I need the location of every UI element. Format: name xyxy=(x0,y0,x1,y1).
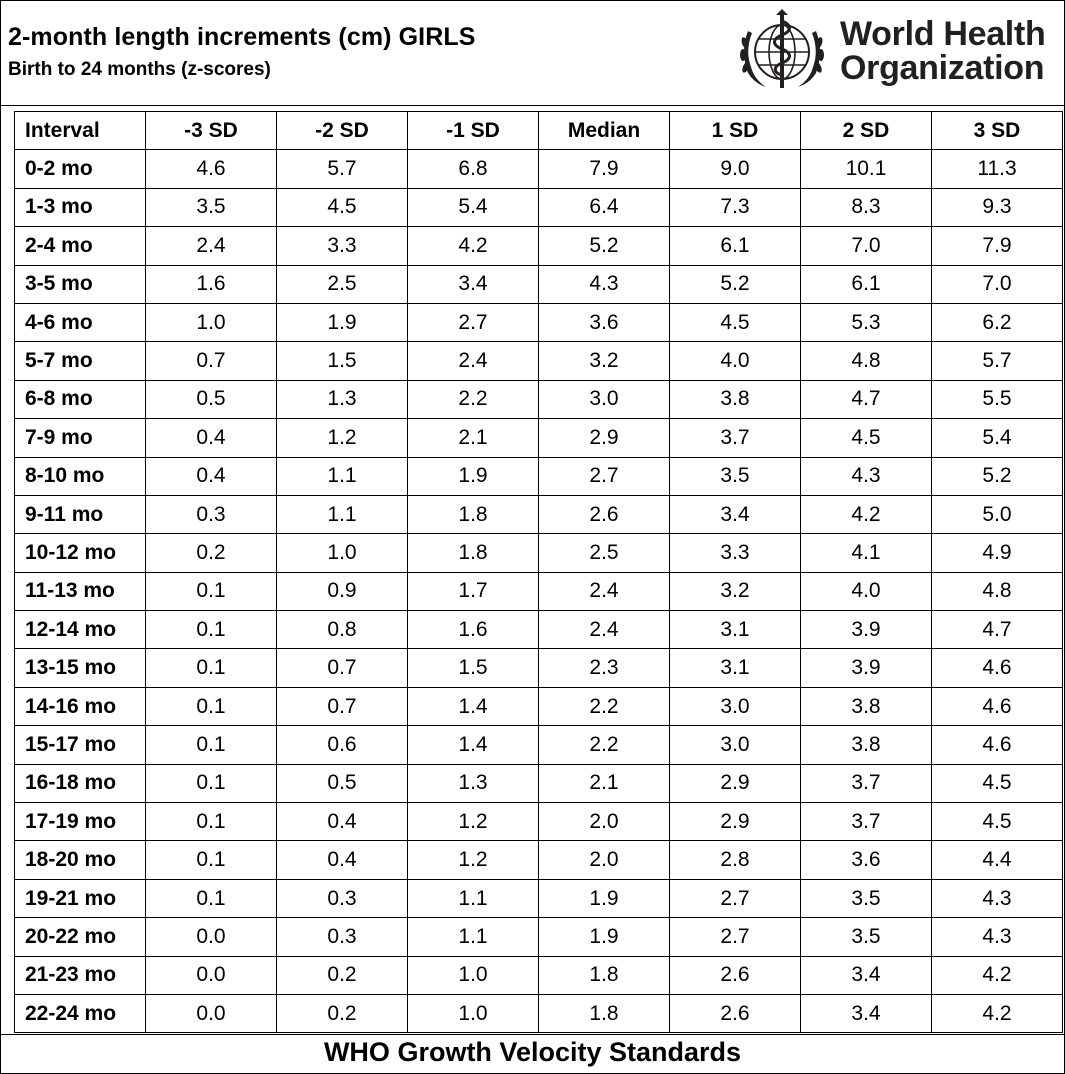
value-cell: 4.7 xyxy=(801,380,932,418)
value-cell: 10.1 xyxy=(801,150,932,188)
value-cell: 4.8 xyxy=(932,572,1063,610)
interval-cell: 11-13 mo xyxy=(15,572,146,610)
value-cell: 0.1 xyxy=(146,841,277,879)
table-row xyxy=(15,956,1063,994)
value-cell: 0.5 xyxy=(146,380,277,418)
value-cell: 2.1 xyxy=(539,764,670,802)
value-cell: 0.4 xyxy=(146,457,277,495)
value-cell: 1.3 xyxy=(277,380,408,418)
value-cell: 1.7 xyxy=(408,572,539,610)
value-cell: 4.5 xyxy=(932,803,1063,841)
value-cell: 0.0 xyxy=(146,994,277,1032)
value-cell: 1.3 xyxy=(408,764,539,802)
value-cell: 3.1 xyxy=(670,611,801,649)
table-header-row xyxy=(15,112,1063,150)
value-cell: 8.3 xyxy=(801,188,932,226)
value-cell: 2.7 xyxy=(539,457,670,495)
value-cell: 0.1 xyxy=(146,803,277,841)
value-cell: 0.4 xyxy=(277,803,408,841)
interval-cell: 6-8 mo xyxy=(15,380,146,418)
value-cell: 5.2 xyxy=(932,457,1063,495)
table-row xyxy=(15,457,1063,495)
value-cell: 2.9 xyxy=(539,419,670,457)
value-cell: 0.7 xyxy=(146,342,277,380)
value-cell: 0.1 xyxy=(146,649,277,687)
value-cell: 2.4 xyxy=(408,342,539,380)
value-cell: 4.6 xyxy=(932,649,1063,687)
page-subtitle: Birth to 24 months (z-scores) xyxy=(8,59,271,80)
table-row xyxy=(15,726,1063,764)
value-cell: 3.7 xyxy=(801,764,932,802)
value-cell: 4.2 xyxy=(932,956,1063,994)
value-cell: 3.3 xyxy=(277,227,408,265)
value-cell: 1.5 xyxy=(277,342,408,380)
value-cell: 1.9 xyxy=(539,879,670,917)
value-cell: 6.1 xyxy=(670,227,801,265)
interval-cell: 22-24 mo xyxy=(15,994,146,1032)
column-header: -2 SD xyxy=(277,112,408,150)
who-wordmark xyxy=(840,17,1045,85)
interval-cell: 4-6 mo xyxy=(15,303,146,341)
value-cell: 4.4 xyxy=(932,841,1063,879)
interval-cell: 8-10 mo xyxy=(15,457,146,495)
interval-cell: 0-2 mo xyxy=(15,150,146,188)
value-cell: 4.5 xyxy=(932,764,1063,802)
value-cell: 4.3 xyxy=(932,918,1063,956)
who-emblem-icon xyxy=(732,9,832,93)
value-cell: 0.4 xyxy=(277,841,408,879)
value-cell: 1.8 xyxy=(408,534,539,572)
value-cell: 2.6 xyxy=(539,495,670,533)
table-row xyxy=(15,265,1063,303)
value-cell: 0.1 xyxy=(146,687,277,725)
value-cell: 2.4 xyxy=(539,572,670,610)
value-cell: 4.2 xyxy=(801,495,932,533)
value-cell: 2.0 xyxy=(539,841,670,879)
value-cell: 0.9 xyxy=(277,572,408,610)
interval-cell: 5-7 mo xyxy=(15,342,146,380)
value-cell: 3.7 xyxy=(801,803,932,841)
value-cell: 3.0 xyxy=(539,380,670,418)
value-cell: 1.1 xyxy=(408,918,539,956)
value-cell: 1.0 xyxy=(146,303,277,341)
value-cell: 4.5 xyxy=(670,303,801,341)
value-cell: 2.0 xyxy=(539,803,670,841)
column-header: Median xyxy=(539,112,670,150)
value-cell: 6.8 xyxy=(408,150,539,188)
value-cell: 1.5 xyxy=(408,649,539,687)
value-cell: 2.9 xyxy=(670,764,801,802)
value-cell: 5.2 xyxy=(670,265,801,303)
value-cell: 7.0 xyxy=(932,265,1063,303)
table-row xyxy=(15,572,1063,610)
interval-cell: 15-17 mo xyxy=(15,726,146,764)
interval-cell: 1-3 mo xyxy=(15,188,146,226)
value-cell: 7.9 xyxy=(539,150,670,188)
value-cell: 4.1 xyxy=(801,534,932,572)
value-cell: 5.5 xyxy=(932,380,1063,418)
value-cell: 3.1 xyxy=(670,649,801,687)
value-cell: 1.0 xyxy=(408,994,539,1032)
value-cell: 1.0 xyxy=(408,956,539,994)
value-cell: 3.2 xyxy=(670,572,801,610)
table-row xyxy=(15,188,1063,226)
interval-cell: 18-20 mo xyxy=(15,841,146,879)
value-cell: 2.8 xyxy=(670,841,801,879)
interval-cell: 16-18 mo xyxy=(15,764,146,802)
value-cell: 11.3 xyxy=(932,150,1063,188)
value-cell: 2.7 xyxy=(670,918,801,956)
length-increment-table xyxy=(14,111,1063,1033)
value-cell: 2.2 xyxy=(539,726,670,764)
value-cell: 2.2 xyxy=(408,380,539,418)
table-row xyxy=(15,227,1063,265)
interval-cell: 17-19 mo xyxy=(15,803,146,841)
value-cell: 4.2 xyxy=(932,994,1063,1032)
table-row xyxy=(15,879,1063,917)
value-cell: 4.0 xyxy=(670,342,801,380)
value-cell: 2.2 xyxy=(539,687,670,725)
value-cell: 0.8 xyxy=(277,611,408,649)
value-cell: 0.2 xyxy=(277,994,408,1032)
value-cell: 3.5 xyxy=(801,879,932,917)
value-cell: 0.5 xyxy=(277,764,408,802)
value-cell: 3.4 xyxy=(801,994,932,1032)
value-cell: 2.7 xyxy=(408,303,539,341)
interval-cell: 19-21 mo xyxy=(15,879,146,917)
value-cell: 4.6 xyxy=(932,687,1063,725)
value-cell: 4.0 xyxy=(801,572,932,610)
value-cell: 2.6 xyxy=(670,994,801,1032)
column-header: 3 SD xyxy=(932,112,1063,150)
value-cell: 1.0 xyxy=(277,534,408,572)
value-cell: 0.1 xyxy=(146,726,277,764)
value-cell: 5.7 xyxy=(932,342,1063,380)
value-cell: 2.5 xyxy=(539,534,670,572)
value-cell: 4.6 xyxy=(146,150,277,188)
header xyxy=(1,1,1064,106)
interval-cell: 12-14 mo xyxy=(15,611,146,649)
value-cell: 3.5 xyxy=(146,188,277,226)
value-cell: 0.0 xyxy=(146,956,277,994)
interval-cell: 14-16 mo xyxy=(15,687,146,725)
interval-cell: 10-12 mo xyxy=(15,534,146,572)
value-cell: 5.2 xyxy=(539,227,670,265)
value-cell: 2.5 xyxy=(277,265,408,303)
value-cell: 5.3 xyxy=(801,303,932,341)
value-cell: 1.9 xyxy=(277,303,408,341)
value-cell: 0.2 xyxy=(277,956,408,994)
value-cell: 1.1 xyxy=(408,879,539,917)
value-cell: 0.1 xyxy=(146,879,277,917)
table-row xyxy=(15,918,1063,956)
table-row xyxy=(15,419,1063,457)
value-cell: 4.8 xyxy=(801,342,932,380)
value-cell: 4.2 xyxy=(408,227,539,265)
value-cell: 2.4 xyxy=(146,227,277,265)
value-cell: 3.0 xyxy=(670,687,801,725)
value-cell: 1.2 xyxy=(408,841,539,879)
value-cell: 0.2 xyxy=(146,534,277,572)
who-wordmark-line1: World Health xyxy=(840,15,1046,53)
value-cell: 3.8 xyxy=(801,726,932,764)
value-cell: 3.8 xyxy=(801,687,932,725)
value-cell: 1.2 xyxy=(408,803,539,841)
value-cell: 0.1 xyxy=(146,764,277,802)
value-cell: 0.4 xyxy=(146,419,277,457)
value-cell: 1.9 xyxy=(539,918,670,956)
value-cell: 3.8 xyxy=(670,380,801,418)
value-cell: 3.6 xyxy=(801,841,932,879)
footer-caption: WHO Growth Velocity Standards xyxy=(1,1034,1064,1073)
interval-cell: 3-5 mo xyxy=(15,265,146,303)
value-cell: 9.3 xyxy=(932,188,1063,226)
value-cell: 9.0 xyxy=(670,150,801,188)
value-cell: 0.1 xyxy=(146,572,277,610)
table-row xyxy=(15,803,1063,841)
value-cell: 2.1 xyxy=(408,419,539,457)
column-header: -3 SD xyxy=(146,112,277,150)
value-cell: 7.9 xyxy=(932,227,1063,265)
value-cell: 1.8 xyxy=(539,956,670,994)
value-cell: 1.2 xyxy=(277,419,408,457)
interval-cell: 9-11 mo xyxy=(15,495,146,533)
value-cell: 1.6 xyxy=(146,265,277,303)
value-cell: 3.9 xyxy=(801,611,932,649)
value-cell: 4.6 xyxy=(932,726,1063,764)
value-cell: 3.5 xyxy=(801,918,932,956)
interval-cell: 20-22 mo xyxy=(15,918,146,956)
interval-cell: 7-9 mo xyxy=(15,419,146,457)
table-row xyxy=(15,303,1063,341)
value-cell: 3.0 xyxy=(670,726,801,764)
value-cell: 2.6 xyxy=(670,956,801,994)
value-cell: 4.5 xyxy=(277,188,408,226)
value-cell: 1.4 xyxy=(408,726,539,764)
value-cell: 2.3 xyxy=(539,649,670,687)
value-cell: 0.7 xyxy=(277,649,408,687)
column-header: 1 SD xyxy=(670,112,801,150)
value-cell: 0.3 xyxy=(277,918,408,956)
table-row xyxy=(15,841,1063,879)
value-cell: 4.5 xyxy=(801,419,932,457)
page-title: 2-month length increments (cm) GIRLS xyxy=(8,23,476,51)
table-body xyxy=(15,150,1063,1033)
interval-cell: 2-4 mo xyxy=(15,227,146,265)
table-container xyxy=(14,111,1063,1033)
value-cell: 4.3 xyxy=(539,265,670,303)
value-cell: 4.3 xyxy=(932,879,1063,917)
table-row xyxy=(15,687,1063,725)
value-cell: 6.1 xyxy=(801,265,932,303)
value-cell: 4.9 xyxy=(932,534,1063,572)
value-cell: 1.1 xyxy=(277,457,408,495)
value-cell: 7.0 xyxy=(801,227,932,265)
value-cell: 5.4 xyxy=(932,419,1063,457)
column-header: 2 SD xyxy=(801,112,932,150)
value-cell: 1.4 xyxy=(408,687,539,725)
who-wordmark-line2: Organization xyxy=(840,49,1045,87)
value-cell: 0.7 xyxy=(277,687,408,725)
column-header: Interval xyxy=(15,112,146,150)
value-cell: 5.7 xyxy=(277,150,408,188)
table-row xyxy=(15,764,1063,802)
value-cell: 2.7 xyxy=(670,879,801,917)
value-cell: 3.3 xyxy=(670,534,801,572)
column-header: -1 SD xyxy=(408,112,539,150)
table-row xyxy=(15,380,1063,418)
value-cell: 1.6 xyxy=(408,611,539,649)
value-cell: 3.4 xyxy=(670,495,801,533)
who-logo xyxy=(732,7,1052,95)
value-cell: 0.6 xyxy=(277,726,408,764)
value-cell: 2.4 xyxy=(539,611,670,649)
value-cell: 0.3 xyxy=(277,879,408,917)
value-cell: 3.4 xyxy=(801,956,932,994)
table-row xyxy=(15,649,1063,687)
value-cell: 0.3 xyxy=(146,495,277,533)
table-row xyxy=(15,611,1063,649)
value-cell: 3.6 xyxy=(539,303,670,341)
value-cell: 6.2 xyxy=(932,303,1063,341)
value-cell: 1.9 xyxy=(408,457,539,495)
value-cell: 7.3 xyxy=(670,188,801,226)
value-cell: 5.0 xyxy=(932,495,1063,533)
value-cell: 2.9 xyxy=(670,803,801,841)
value-cell: 3.7 xyxy=(670,419,801,457)
value-cell: 4.3 xyxy=(801,457,932,495)
value-cell: 1.8 xyxy=(539,994,670,1032)
value-cell: 6.4 xyxy=(539,188,670,226)
value-cell: 5.4 xyxy=(408,188,539,226)
interval-cell: 13-15 mo xyxy=(15,649,146,687)
table-row xyxy=(15,342,1063,380)
value-cell: 0.0 xyxy=(146,918,277,956)
interval-cell: 21-23 mo xyxy=(15,956,146,994)
table-row xyxy=(15,150,1063,188)
table-row xyxy=(15,994,1063,1032)
value-cell: 1.1 xyxy=(277,495,408,533)
value-cell: 3.4 xyxy=(408,265,539,303)
value-cell: 1.8 xyxy=(408,495,539,533)
table-row xyxy=(15,495,1063,533)
table-row xyxy=(15,534,1063,572)
value-cell: 4.7 xyxy=(932,611,1063,649)
value-cell: 3.9 xyxy=(801,649,932,687)
value-cell: 3.2 xyxy=(539,342,670,380)
value-cell: 3.5 xyxy=(670,457,801,495)
value-cell: 0.1 xyxy=(146,611,277,649)
